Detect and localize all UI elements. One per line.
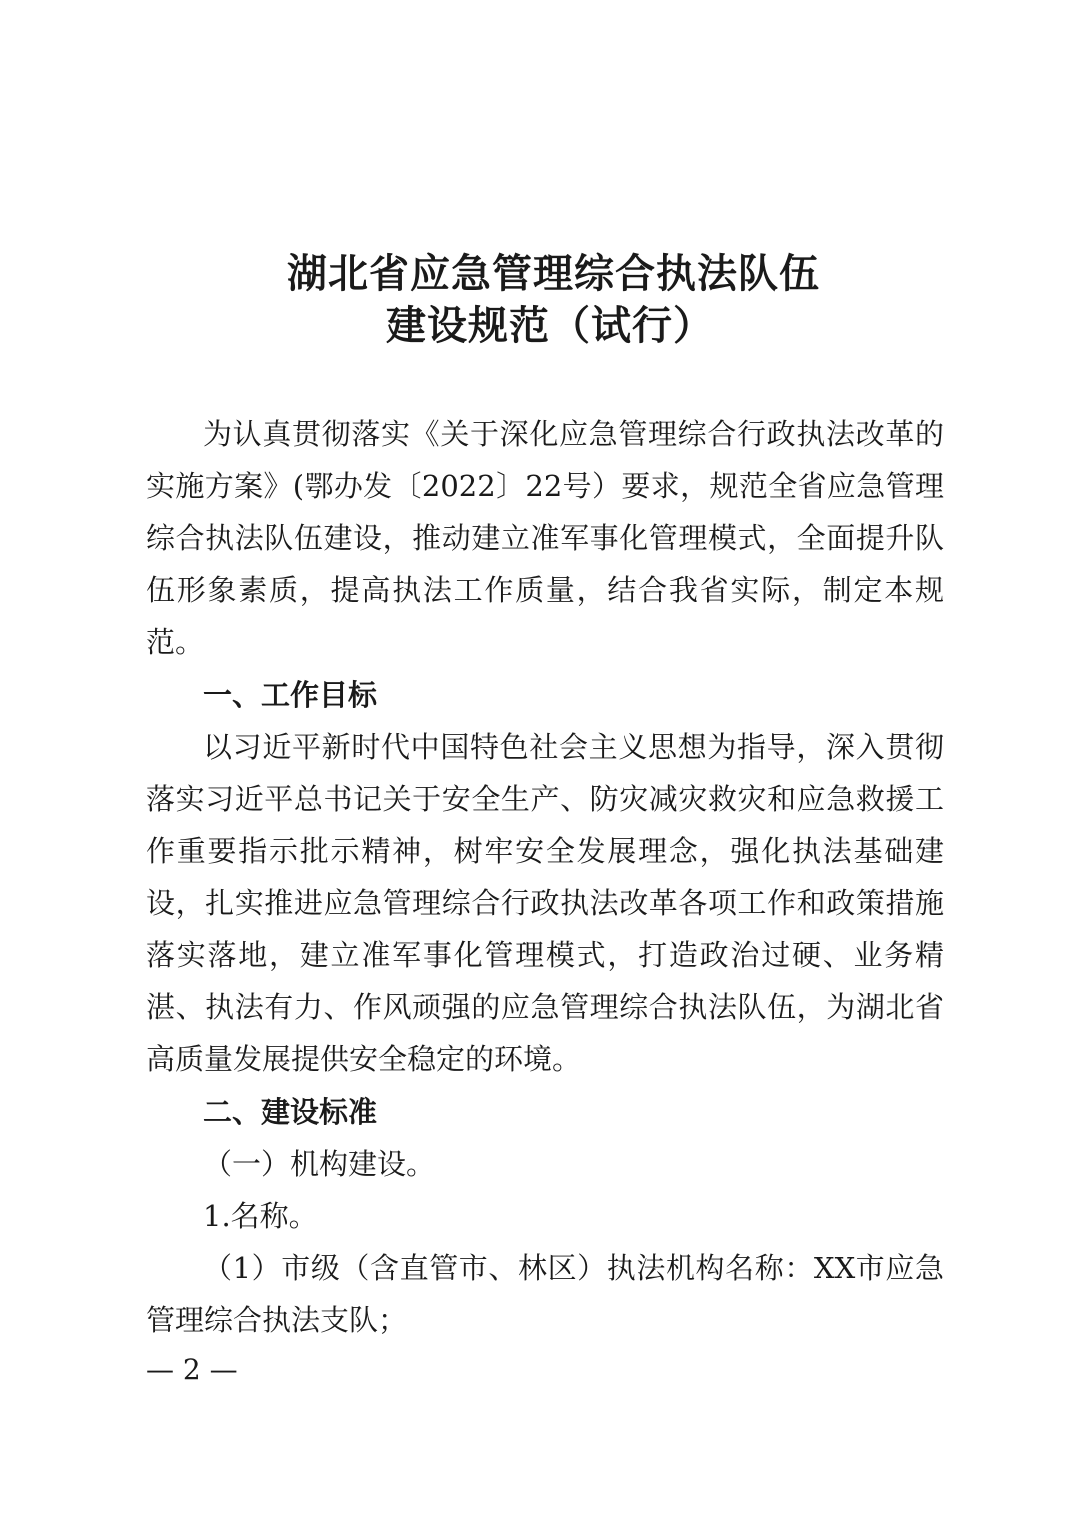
section-2-item-1-1-line-2: 管理综合执法支队； xyxy=(146,1303,408,1337)
document-title-line-1: 湖北省应急管理综合执法队伍 xyxy=(287,250,820,297)
intro-line-1: 为认真贯彻落实《关于深化应急管理综合行政执法改革的 xyxy=(203,417,944,451)
section-1-line-5: 落实落地，建立准军事化管理模式，打造政治过硬、业务精 xyxy=(146,938,944,972)
section-1-line-3: 作重要指示批示精神，树牢安全发展理念，强化执法基础建 xyxy=(146,834,944,868)
intro-line-5: 范。 xyxy=(146,625,205,659)
section-1-heading: 一、工作目标 xyxy=(203,678,378,712)
section-2-heading: 二、建设标准 xyxy=(203,1095,378,1129)
section-1-line-1: 以习近平新时代中国特色社会主义思想为指导，深入贯彻 xyxy=(203,730,944,764)
section-2-item-1-1-line-1: （1）市级（含直管市、林区）执法机构名称：XX市应急 xyxy=(203,1251,944,1285)
section-2-subheading: （一）机构建设。 xyxy=(203,1147,436,1181)
page-number: — 2 — xyxy=(146,1353,238,1386)
section-1-line-4: 设，扎实推进应急管理综合行政执法改革各项工作和政策措施 xyxy=(146,886,944,920)
document-title-line-2: 建设规范（试行） xyxy=(386,302,714,349)
section-1-line-7: 高质量发展提供安全稳定的环境。 xyxy=(146,1042,582,1076)
section-2-item-1: 1.名称。 xyxy=(203,1199,318,1233)
section-1-line-2: 落实习近平总书记关于安全生产、防灾减灾救灾和应急救援工 xyxy=(146,782,944,816)
section-1-line-6: 湛、执法有力、作风顽强的应急管理综合执法队伍，为湖北省 xyxy=(146,990,944,1024)
intro-line-2: 实施方案》(鄂办发〔2022〕22号）要求，规范全省应急管理 xyxy=(146,469,944,503)
intro-line-3: 综合执法队伍建设，推动建立准军事化管理模式，全面提升队 xyxy=(146,521,944,555)
intro-line-4: 伍形象素质，提高执法工作质量，结合我省实际，制定本规 xyxy=(146,573,944,607)
